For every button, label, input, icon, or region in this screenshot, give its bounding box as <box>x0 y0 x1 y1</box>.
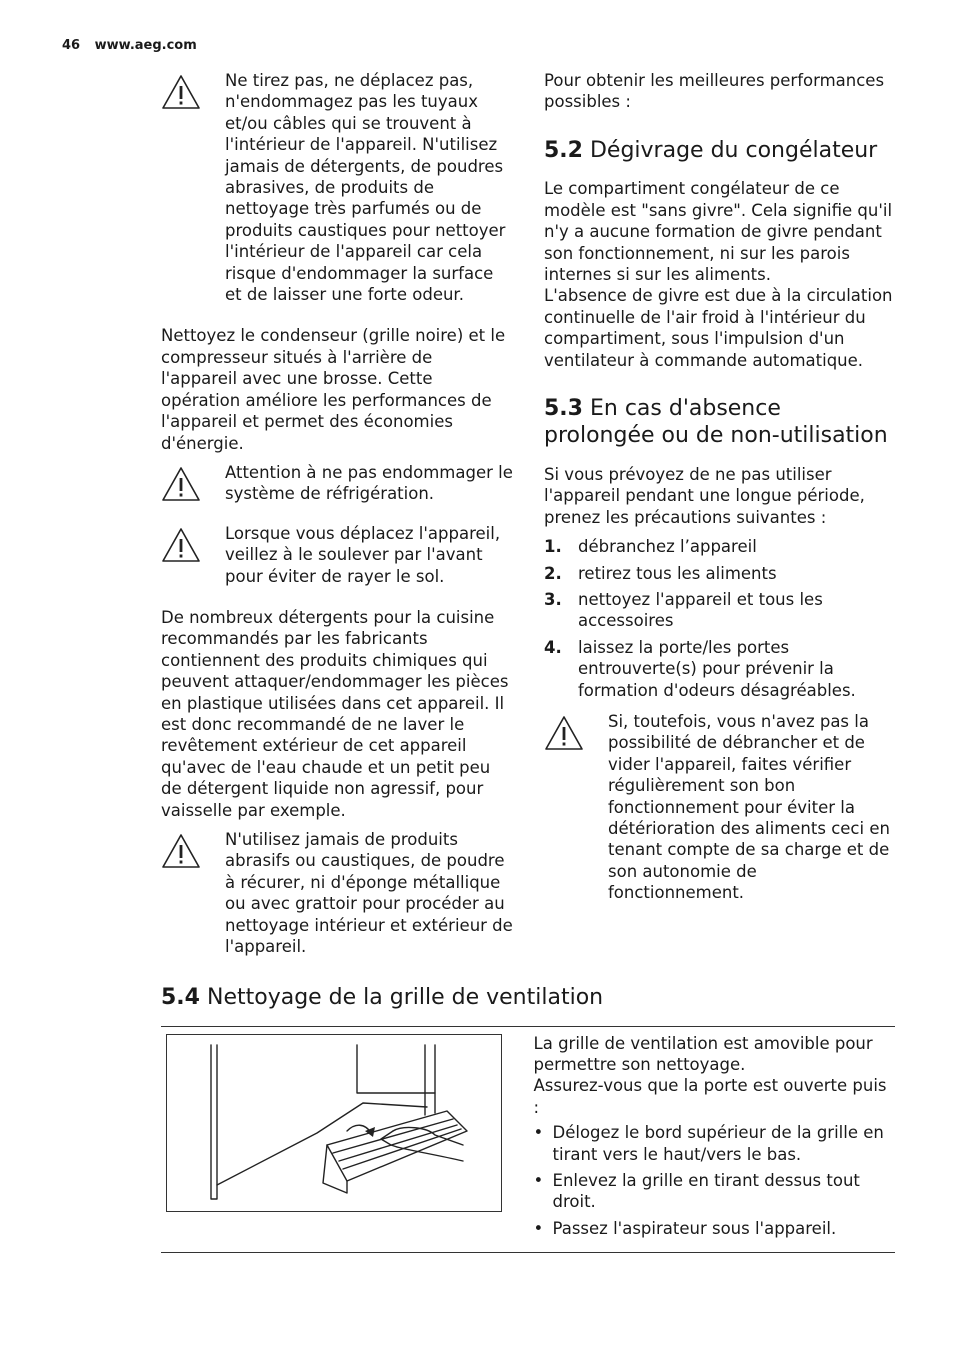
section-number: 5.3 <box>544 395 583 421</box>
paragraph: L'absence de givre est due à la circulation continuelle de l'air froid à l'intérieur du compartiment, sous l'impulsion d'un ventilateur à commande automatique. <box>544 286 893 370</box>
site-url: www.aeg.com <box>94 38 197 53</box>
bullet-text: Enlevez la grille en tirant dessus tout droit. <box>552 1170 860 1212</box>
section-text <box>534 1033 895 1245</box>
list-item <box>544 536 894 557</box>
warning-block <box>161 523 513 587</box>
paragraph: De nombreux détergents pour la cuisine recommandés par les fabricants contiennent des produits chimiques qui peuvent attaquer/endommager les pièces en plastique utilisées dans cet appareil. Il est donc recommandé de ne laver le revêtement extérieur de cet appareil qu'avec de l'eau chaude et un petit peu de détergent liquide non agressif, pour vaisselle par exemple. <box>161 607 509 820</box>
paragraph: Nettoyez le condenseur (grille noire) et le compresseur situés à l'arrière de l'appareil avec une brosse. Cette opération améliore les performances de l'appareil et permet des économies d'énergie. <box>161 326 506 453</box>
warning-block <box>544 711 894 904</box>
warning-text: Lorsque vous déplacez l'appareil, veillez à le soulever par l'avant pour éviter de rayer le sol. <box>225 523 501 586</box>
warning-text: Attention à ne pas endommager le système de réfrigération. <box>225 462 513 504</box>
warning-triangle-icon <box>161 70 225 305</box>
paragraph: Le compartiment congélateur de ce modèle est "sans givre". Cela signifie qu'il n'y a aucune formation de givre pendant son fonctionnement, ni sur les parois internes si sur les aliments. <box>544 179 893 284</box>
list-item <box>544 589 894 632</box>
warning-triangle-icon <box>161 523 225 587</box>
warning-block <box>161 829 513 957</box>
step-text: retirez tous les aliments <box>578 563 777 583</box>
section-title: Nettoyage de la grille de ventilation <box>206 985 604 1010</box>
bullet-text: Passez l'aspirateur sous l'appareil. <box>552 1218 837 1238</box>
page-header <box>62 38 197 53</box>
left-column <box>161 70 513 957</box>
bullet-glyph: • <box>533 1218 544 1238</box>
list-item <box>544 563 894 584</box>
list-item <box>534 1218 895 1239</box>
warning-text: Ne tirez pas, ne déplacez pas, n'endommagez pas les tuyaux et/ou câbles qui se trouvent à l'intérieur de l'appareil. N'utilisez jamais de détergents, de poudres abrasives, de produits de nettoyage très parfumés ou de produits caustiques pour nettoyer l'intérieur de l'appareil car cela risque d'endommager la surface et de laisser une forte odeur. <box>225 71 506 305</box>
bullet-glyph: • <box>533 1123 544 1143</box>
section-number: 5.4 <box>161 985 200 1010</box>
section-heading-5-2 <box>544 137 894 165</box>
step-text: laissez la porte/les portes entrouverte(s) pour prévenir la formation d'odeurs désagréables. <box>578 637 856 700</box>
divider <box>161 1252 895 1253</box>
step-number: 2. <box>544 563 562 583</box>
bullet-list <box>534 1122 895 1239</box>
section-heading-5-4 <box>161 984 895 1012</box>
warning-triangle-icon <box>544 711 608 904</box>
warning-text: Si, toutefois, vous n'avez pas la possibilité de débrancher et de vider l'appareil, faites vérifier régulièrement son bon fonctionnement pour éviter la détérioration des aliments ceci en tenant compte de sa charge et de son autonomie de fonctionnement. <box>608 712 890 903</box>
step-text: nettoyez l'appareil et tous les accessoires <box>578 590 823 631</box>
right-column <box>544 70 894 904</box>
list-item <box>534 1170 895 1213</box>
warning-block <box>161 462 513 505</box>
step-number: 3. <box>544 590 562 609</box>
step-number: 4. <box>544 637 562 657</box>
warning-triangle-icon <box>161 462 225 505</box>
section-number: 5.2 <box>544 137 583 163</box>
list-item <box>544 637 894 701</box>
paragraph: La grille de ventilation est amovible pour permettre son nettoyage. <box>533 1033 873 1074</box>
section-5-4 <box>161 984 895 1253</box>
ventilation-grille-removal-illustration <box>166 1034 502 1212</box>
section-heading-5-3 <box>544 395 894 450</box>
paragraph: Si vous prévoyez de ne pas utiliser l'appareil pendant une longue période, prenez les précautions suivantes : <box>544 464 865 527</box>
page-number: 46 <box>62 38 81 53</box>
section-title: Dégivrage du congélateur <box>589 137 878 163</box>
list-item <box>534 1122 895 1165</box>
warning-text: N'utilisez jamais de produits abrasifs ou caustiques, de poudre à récurer, ni d'éponge métallique ou avec grattoir pour procéder au nettoyage intérieur et extérieur de l'appareil. <box>225 830 513 957</box>
section-body <box>161 1027 895 1253</box>
warning-block <box>161 70 513 305</box>
warning-triangle-icon <box>161 829 225 957</box>
steps-list <box>544 536 894 701</box>
paragraph: Assurez-vous que la porte est ouverte puis : <box>533 1076 887 1117</box>
section-title: En cas d'absence prolongée ou de non-utilisation <box>544 395 888 449</box>
step-text: débranchez l’appareil <box>578 537 757 557</box>
bullet-text: Délogez le bord supérieur de la grille en tirant vers le haut/vers le bas. <box>552 1123 884 1164</box>
intro-text: Pour obtenir les meilleures performances possibles : <box>544 71 885 112</box>
bullet-glyph: • <box>533 1170 544 1190</box>
step-number: 1. <box>544 537 562 557</box>
